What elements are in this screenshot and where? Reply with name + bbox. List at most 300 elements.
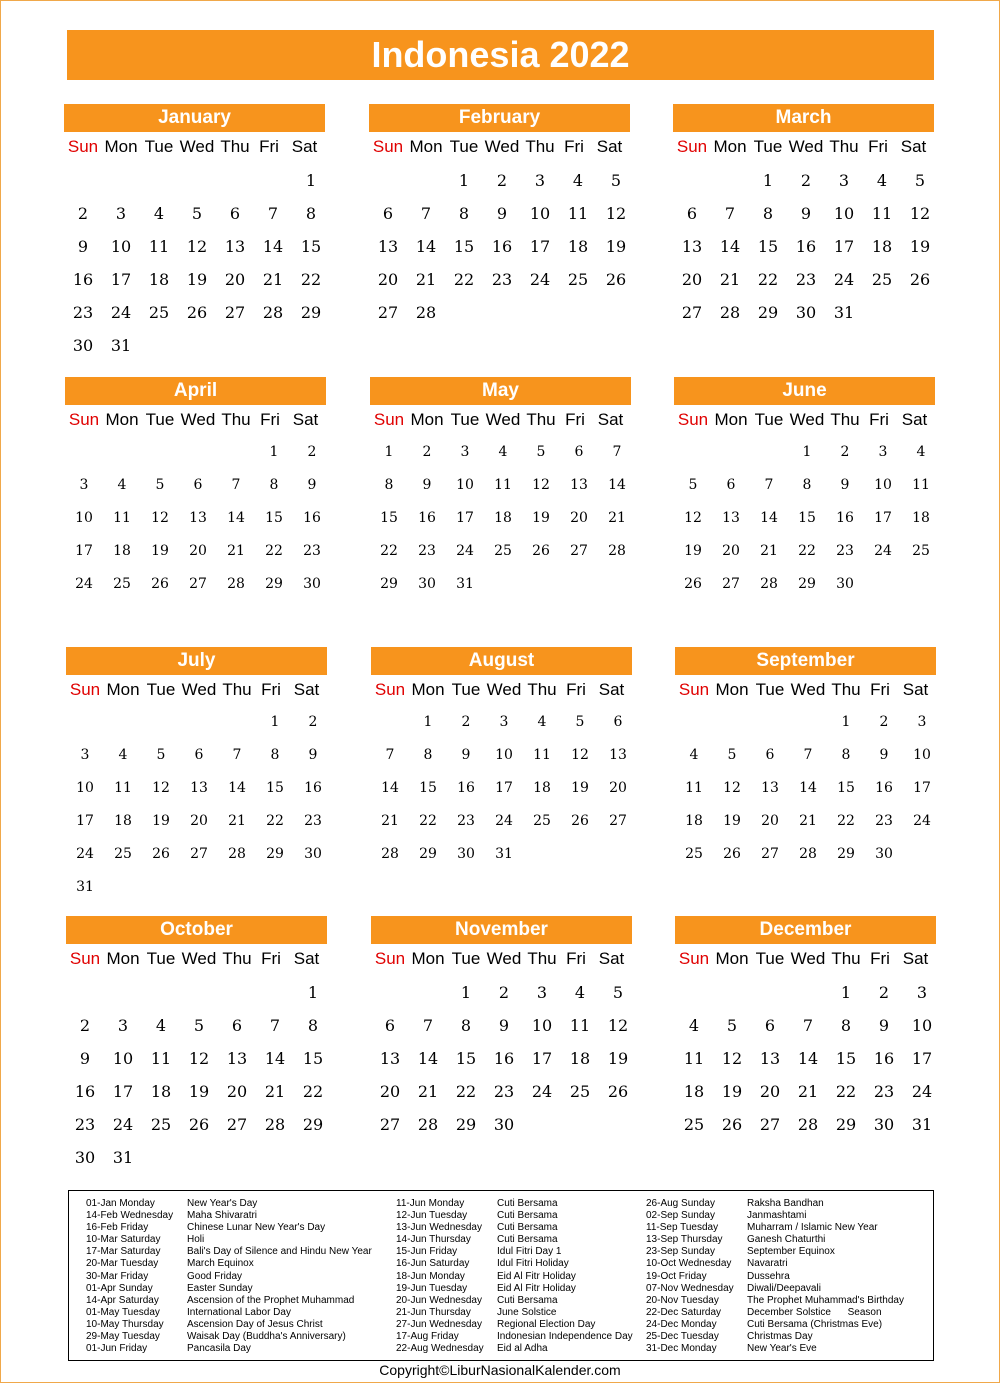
month-header: September xyxy=(675,647,936,675)
day-cell: 9 xyxy=(77,237,89,256)
day-cell: 18 xyxy=(685,813,703,829)
day-cell: 14 xyxy=(228,780,246,796)
day-cell: 27 xyxy=(722,576,740,592)
day-cell: 3 xyxy=(536,983,548,1002)
day-cell: 10 xyxy=(110,237,132,256)
day-cell: 30 xyxy=(875,846,893,862)
weekday-tue: Tue xyxy=(146,949,176,968)
weekday-sat: Sat xyxy=(291,137,318,156)
day-cell: 11 xyxy=(685,780,703,796)
day-cell: 25 xyxy=(685,846,703,862)
holiday-entry xyxy=(396,1343,633,1355)
day-cell: 11 xyxy=(912,477,930,493)
day-cell: 28 xyxy=(381,846,399,862)
day-cell: 17 xyxy=(531,1049,553,1068)
holiday-date: 14-Feb Wednesday xyxy=(86,1210,174,1222)
holiday-date: 10-May Thursday xyxy=(86,1318,164,1330)
month-header: November xyxy=(371,916,632,944)
day-cell: 15 xyxy=(837,780,855,796)
empty-cell xyxy=(140,162,178,195)
day-cell: 31 xyxy=(76,879,94,895)
day-grid xyxy=(674,435,935,600)
holiday-entry xyxy=(396,1198,633,1210)
day-cell: 12 xyxy=(723,780,741,796)
day-cell: 23 xyxy=(795,270,817,289)
holiday-entry xyxy=(86,1222,372,1234)
day-cell: 26 xyxy=(188,1115,210,1134)
day-cell: 4 xyxy=(537,714,547,730)
holiday-entry xyxy=(646,1234,904,1246)
holiday-entry xyxy=(646,1258,904,1270)
day-cell: 31 xyxy=(911,1115,933,1134)
day-cell: 18 xyxy=(683,1082,705,1101)
month-header: February xyxy=(369,104,630,132)
empty-cell xyxy=(141,435,179,468)
day-cell: 10 xyxy=(495,747,513,763)
holiday-entry xyxy=(646,1198,904,1210)
day-cell: 2 xyxy=(461,714,471,730)
day-cell: 3 xyxy=(534,171,546,190)
day-cell: 15 xyxy=(300,237,322,256)
holiday-date: 17-Aug Friday xyxy=(396,1331,459,1343)
holiday-entry xyxy=(396,1319,633,1331)
day-cell: 21 xyxy=(799,813,817,829)
weekday-tue: Tue xyxy=(450,410,480,429)
day-cell: 31 xyxy=(112,1148,134,1167)
day-cell: 9 xyxy=(879,747,889,763)
day-cell: 15 xyxy=(419,780,437,796)
weekday-thu: Thu xyxy=(527,680,557,699)
day-cell: 10 xyxy=(833,204,855,223)
weekday-sun: Sun xyxy=(678,949,710,968)
month-june xyxy=(674,377,935,600)
day-cell: 21 xyxy=(228,813,246,829)
weekday-mon: Mon xyxy=(106,949,140,968)
day-cell: 13 xyxy=(379,1049,401,1068)
holiday-date: 13-Sep Thursday xyxy=(646,1234,723,1246)
day-cell: 13 xyxy=(681,237,703,256)
holiday-entry xyxy=(396,1222,633,1234)
holiday-date: 31-Dec Monday xyxy=(646,1343,717,1355)
day-cell: 8 xyxy=(269,477,279,493)
day-cell: 30 xyxy=(457,846,475,862)
day-cell: 15 xyxy=(380,510,398,526)
month-header: October xyxy=(66,916,327,944)
holiday-name: September Equinox xyxy=(747,1246,835,1258)
holiday-name: Eid Al Fitr Holiday xyxy=(497,1270,576,1282)
weekday-fri: Fri xyxy=(868,137,888,156)
weekday-mon: Mon xyxy=(411,949,445,968)
day-cell: 19 xyxy=(188,1082,210,1101)
copyright: Copyright©LiburNasionalKalender.com xyxy=(379,1362,621,1378)
weekday-wed: Wed xyxy=(789,410,825,429)
day-cell: 29 xyxy=(300,303,322,322)
empty-cell xyxy=(712,435,750,468)
holiday-entry xyxy=(396,1234,633,1246)
day-cell: 26 xyxy=(532,543,550,559)
day-cell: 29 xyxy=(837,846,855,862)
weekday-tue: Tue xyxy=(144,137,174,156)
day-cell: 21 xyxy=(262,270,284,289)
weekday-sun: Sun xyxy=(69,949,101,968)
day-cell: 30 xyxy=(72,336,94,355)
weekday-row xyxy=(369,132,630,162)
day-cell: 3 xyxy=(80,747,90,763)
day-cell: 4 xyxy=(155,1016,167,1035)
month-september xyxy=(675,647,936,870)
day-cell: 15 xyxy=(265,510,283,526)
day-cell: 14 xyxy=(799,780,817,796)
day-cell: 12 xyxy=(151,510,169,526)
day-cell: 6 xyxy=(231,1016,243,1035)
empty-cell xyxy=(371,974,409,1007)
empty-cell xyxy=(751,974,789,1007)
weekday-tue: Tue xyxy=(451,680,481,699)
day-cell: 23 xyxy=(74,1115,96,1134)
day-cell: 5 xyxy=(726,1016,738,1035)
empty-cell xyxy=(178,162,216,195)
day-cell: 17 xyxy=(110,270,132,289)
holiday-legend xyxy=(68,1190,934,1361)
day-cell: 8 xyxy=(840,1016,852,1035)
day-cell: 21 xyxy=(797,1082,819,1101)
holiday-entry xyxy=(646,1331,904,1343)
weekday-thu: Thu xyxy=(222,949,252,968)
day-cell: 3 xyxy=(117,1016,129,1035)
day-cell: 8 xyxy=(305,204,317,223)
weekday-tue: Tue xyxy=(449,137,479,156)
day-cell: 21 xyxy=(415,270,437,289)
holiday-date: 18-Jun Monday xyxy=(396,1270,465,1282)
holiday-name: Cuti Bersama xyxy=(497,1294,558,1306)
holiday-name: Ascension of the Prophet Muhammad xyxy=(187,1294,355,1306)
day-cell: 22 xyxy=(265,543,283,559)
weekday-thu: Thu xyxy=(221,410,251,429)
day-cell: 9 xyxy=(422,477,432,493)
day-cell: 23 xyxy=(491,270,513,289)
day-cell: 5 xyxy=(536,444,546,460)
holiday-entry xyxy=(646,1307,904,1319)
day-cell: 16 xyxy=(795,237,817,256)
day-cell: 18 xyxy=(871,237,893,256)
month-august xyxy=(371,647,632,870)
day-cell: 8 xyxy=(384,477,394,493)
day-cell: 26 xyxy=(186,303,208,322)
day-cell: 18 xyxy=(569,1049,591,1068)
day-cell: 27 xyxy=(379,1115,401,1134)
holiday-date: 30-Mar Friday xyxy=(86,1270,149,1282)
day-cell: 13 xyxy=(226,1049,248,1068)
holiday-date: 20-Nov Tuesday xyxy=(646,1294,719,1306)
day-cell: 3 xyxy=(79,477,89,493)
holiday-name: Janmashtami xyxy=(747,1210,807,1222)
day-cell: 2 xyxy=(840,444,850,460)
empty-cell xyxy=(64,162,102,195)
day-cell: 24 xyxy=(531,1082,553,1101)
weekday-sun: Sun xyxy=(374,949,406,968)
day-cell: 19 xyxy=(909,237,931,256)
holiday-entry xyxy=(86,1210,372,1222)
day-cell: 5 xyxy=(688,477,698,493)
holiday-date: 16-Feb Friday xyxy=(86,1222,149,1234)
day-cell: 17 xyxy=(76,813,94,829)
day-cell: 18 xyxy=(114,813,132,829)
day-cell: 7 xyxy=(724,204,736,223)
day-cell: 5 xyxy=(191,204,203,223)
day-cell: 6 xyxy=(193,477,203,493)
day-cell: 9 xyxy=(461,747,471,763)
day-cell: 8 xyxy=(802,477,812,493)
day-cell: 13 xyxy=(190,780,208,796)
day-cell: 16 xyxy=(418,510,436,526)
day-cell: 19 xyxy=(571,780,589,796)
holiday-name: March Equinox xyxy=(187,1258,254,1270)
day-cell: 17 xyxy=(913,780,931,796)
holiday-name: Cuti Bersama xyxy=(497,1234,558,1246)
day-cell: 7 xyxy=(231,477,241,493)
holiday-date: 01-May Tuesday xyxy=(86,1306,160,1318)
day-cell: 12 xyxy=(571,747,589,763)
holiday-name: The Prophet Muhammad's Birthday xyxy=(747,1294,904,1306)
day-cell: 15 xyxy=(455,1049,477,1068)
day-cell: 4 xyxy=(153,204,165,223)
day-cell: 28 xyxy=(760,576,778,592)
holiday-name: Waisak Day (Buddha's Anniversary) xyxy=(187,1331,346,1343)
day-cell: 15 xyxy=(798,510,816,526)
day-cell: 14 xyxy=(227,510,245,526)
day-cell: 20 xyxy=(189,543,207,559)
day-cell: 4 xyxy=(689,747,699,763)
day-cell: 21 xyxy=(760,543,778,559)
day-cell: 4 xyxy=(117,477,127,493)
day-cell: 28 xyxy=(415,303,437,322)
weekday-fri: Fri xyxy=(565,410,585,429)
day-cell: 28 xyxy=(262,303,284,322)
day-cell: 20 xyxy=(681,270,703,289)
day-cell: 14 xyxy=(797,1049,819,1068)
empty-cell xyxy=(104,974,142,1007)
day-cell: 3 xyxy=(499,714,509,730)
day-cell: 23 xyxy=(875,813,893,829)
day-cell: 28 xyxy=(608,543,626,559)
weekday-wed: Wed xyxy=(484,137,520,156)
empty-cell xyxy=(674,435,712,468)
weekday-wed: Wed xyxy=(485,410,521,429)
day-cell: 10 xyxy=(911,1016,933,1035)
empty-cell xyxy=(407,162,445,195)
weekday-sat: Sat xyxy=(598,680,625,699)
holiday-date: 22-Aug Wednesday xyxy=(396,1343,484,1355)
day-cell: 18 xyxy=(150,1082,172,1101)
day-cell: 12 xyxy=(721,1049,743,1068)
weekday-mon: Mon xyxy=(104,137,138,156)
day-cell: 9 xyxy=(307,477,317,493)
holiday-name: Easter Sunday xyxy=(187,1282,253,1294)
day-cell: 19 xyxy=(721,1082,743,1101)
empty-cell xyxy=(409,974,447,1007)
weekday-tue: Tue xyxy=(755,949,785,968)
day-cell: 9 xyxy=(800,204,812,223)
holiday-date: 12-Jun Tuesday xyxy=(396,1210,468,1222)
day-cell: 15 xyxy=(453,237,475,256)
holiday-name: Chinese Lunar New Year's Day xyxy=(187,1222,326,1234)
day-cell: 16 xyxy=(303,510,321,526)
day-cell: 29 xyxy=(265,576,283,592)
day-cell: 28 xyxy=(799,846,817,862)
day-cell: 14 xyxy=(381,780,399,796)
day-cell: 1 xyxy=(423,714,433,730)
weekday-tue: Tue xyxy=(755,680,785,699)
holiday-entry xyxy=(646,1283,904,1295)
holiday-name: Cuti Bersama xyxy=(497,1210,558,1222)
day-cell: 30 xyxy=(74,1148,96,1167)
day-cell: 26 xyxy=(721,1115,743,1134)
holiday-name: Eid al Adha xyxy=(497,1343,548,1355)
day-cell: 26 xyxy=(607,1082,629,1101)
day-cell: 14 xyxy=(264,1049,286,1068)
day-cell: 15 xyxy=(302,1049,324,1068)
day-cell: 25 xyxy=(912,543,930,559)
day-cell: 2 xyxy=(79,1016,91,1035)
day-cell: 8 xyxy=(423,747,433,763)
day-cell: 11 xyxy=(533,747,551,763)
day-cell: 16 xyxy=(493,1049,515,1068)
day-cell: 20 xyxy=(759,1082,781,1101)
empty-cell xyxy=(216,162,254,195)
day-cell: 22 xyxy=(455,1082,477,1101)
holiday-name: Navaratri xyxy=(747,1258,788,1270)
holiday-entry xyxy=(86,1283,372,1295)
month-header: July xyxy=(66,647,327,675)
weekday-row xyxy=(371,675,632,705)
day-cell: 6 xyxy=(382,204,394,223)
day-cell: 8 xyxy=(841,747,851,763)
weekday-sat: Sat xyxy=(901,410,928,429)
holiday-entry xyxy=(646,1210,904,1222)
empty-cell xyxy=(104,705,142,738)
day-cell: 6 xyxy=(613,714,623,730)
day-cell: 21 xyxy=(608,510,626,526)
day-cell: 29 xyxy=(419,846,437,862)
day-cell: 27 xyxy=(759,1115,781,1134)
weekday-tue: Tue xyxy=(145,410,175,429)
weekday-fri: Fri xyxy=(261,949,281,968)
weekday-wed: Wed xyxy=(790,680,826,699)
day-cell: 17 xyxy=(874,510,892,526)
holiday-entry xyxy=(86,1258,372,1270)
weekday-row xyxy=(371,944,632,974)
holiday-column-1 xyxy=(86,1198,372,1355)
holiday-name: New Year's Day xyxy=(187,1198,258,1209)
day-cell: 8 xyxy=(762,204,774,223)
day-cell: 1 xyxy=(305,171,317,190)
day-cell: 29 xyxy=(835,1115,857,1134)
day-grid xyxy=(65,435,326,600)
day-cell: 26 xyxy=(605,270,627,289)
day-cell: 19 xyxy=(607,1049,629,1068)
day-cell: 19 xyxy=(186,270,208,289)
day-cell: 9 xyxy=(496,204,508,223)
day-cell: 1 xyxy=(460,983,472,1002)
holiday-entry xyxy=(396,1210,633,1222)
day-cell: 13 xyxy=(377,237,399,256)
holiday-entry xyxy=(646,1246,904,1258)
day-cell: 25 xyxy=(871,270,893,289)
weekday-mon: Mon xyxy=(713,137,747,156)
holiday-date: 17-Mar Saturday xyxy=(86,1246,161,1258)
day-cell: 1 xyxy=(458,171,470,190)
weekday-fri: Fri xyxy=(870,949,890,968)
holiday-column-2 xyxy=(396,1198,633,1355)
day-cell: 27 xyxy=(570,543,588,559)
holiday-entry xyxy=(396,1283,633,1295)
day-cell: 14 xyxy=(608,477,626,493)
day-cell: 7 xyxy=(422,1016,434,1035)
day-cell: 11 xyxy=(114,780,132,796)
month-october xyxy=(66,916,327,1172)
weekday-row xyxy=(675,944,936,974)
day-cell: 3 xyxy=(115,204,127,223)
day-cell: 20 xyxy=(722,543,740,559)
empty-cell xyxy=(254,162,292,195)
weekday-thu: Thu xyxy=(831,949,861,968)
day-cell: 6 xyxy=(229,204,241,223)
weekday-row xyxy=(66,944,327,974)
day-cell: 28 xyxy=(417,1115,439,1134)
month-header: June xyxy=(674,377,935,405)
holiday-name: June Solstice xyxy=(497,1306,557,1318)
day-cell: 26 xyxy=(909,270,931,289)
day-cell: 24 xyxy=(495,813,513,829)
day-cell: 22 xyxy=(453,270,475,289)
day-cell: 3 xyxy=(460,444,470,460)
empty-cell xyxy=(256,974,294,1007)
day-cell: 4 xyxy=(876,171,888,190)
day-cell: 4 xyxy=(572,171,584,190)
weekday-thu: Thu xyxy=(220,137,250,156)
day-cell: 30 xyxy=(304,846,322,862)
holiday-date: 26-Aug Sunday xyxy=(646,1198,715,1209)
weekday-sat: Sat xyxy=(598,949,625,968)
day-cell: 29 xyxy=(757,303,779,322)
weekday-fri: Fri xyxy=(566,680,586,699)
weekday-sun: Sun xyxy=(373,410,405,429)
day-cell: 18 xyxy=(912,510,930,526)
holiday-entry xyxy=(646,1319,904,1331)
day-grid xyxy=(66,705,327,903)
day-cell: 27 xyxy=(761,846,779,862)
day-cell: 4 xyxy=(574,983,586,1002)
day-cell: 14 xyxy=(417,1049,439,1068)
day-cell: 25 xyxy=(113,576,131,592)
weekday-sat: Sat xyxy=(902,949,929,968)
day-cell: 15 xyxy=(757,237,779,256)
day-cell: 25 xyxy=(533,813,551,829)
day-cell: 27 xyxy=(609,813,627,829)
day-cell: 21 xyxy=(381,813,399,829)
day-cell: 24 xyxy=(76,846,94,862)
day-cell: 27 xyxy=(189,576,207,592)
weekday-sun: Sun xyxy=(678,680,710,699)
day-cell: 6 xyxy=(726,477,736,493)
day-cell: 22 xyxy=(300,270,322,289)
holiday-name: Ganesh Chaturthi xyxy=(747,1234,826,1246)
day-cell: 28 xyxy=(797,1115,819,1134)
holiday-date: 15-Jun Friday xyxy=(396,1246,458,1258)
day-cell: 16 xyxy=(875,780,893,796)
day-cell: 19 xyxy=(151,543,169,559)
day-cell: 2 xyxy=(308,714,318,730)
